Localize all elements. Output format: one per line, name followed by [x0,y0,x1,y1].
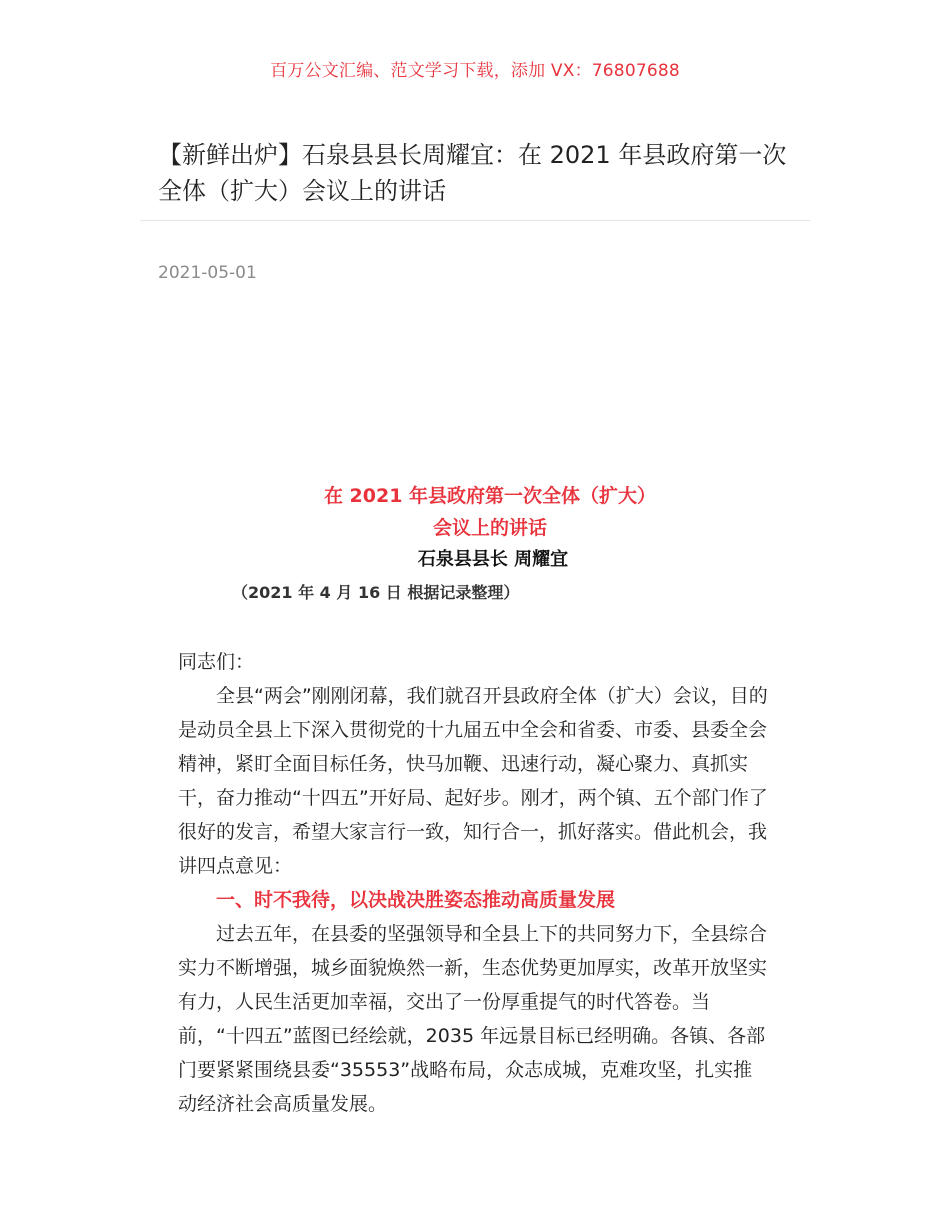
paragraph-review: 过去五年，在县委的坚强领导和全县上下的共同努力下，全县综合实力不断增强，城乡面貌焕然一新，生态优势更加厚实，改革开放坚实有力，人民生活更加幸福，交出了一份厚重提气的时代答卷。当前，“十四五”蓝图已经绘就，2035 年远景目标已经明确。各镇、各部门要紧紧围绕县委“35553”战略布局，众志成城，克难攻坚，扎实推动经济社会高质量发展。 [178,923,768,1115]
speaker-name: 石泉县县长 周耀宜 [417,549,569,570]
paragraph-opening: 全县“两会”刚刚闭幕，我们就召开县政府全体（扩大）会议，目的是动员全县上下深入贯彻党的十九届五中全会和省委、市委、县委全会精神，紧盯全面目标任务，快马加鞭、迅速行动，凝心聚力、真抓实干，奋力推动“十四五”开好局、起好步。刚才，两个镇、五个部门作了很好的发言，希望大家言行一致，知行合一，抓好落实。借此机会，我讲四点意见： [178,685,768,877]
record-note: （2021 年 4 月 16 日 根据记录整理） [232,583,520,602]
salutation: 同志们： [178,651,255,673]
download-banner: 百万公文汇编、范文学习下载，添加 VX：76807688 [270,61,680,81]
speech-title-line-1: 在 2021 年县政府第一次全体（扩大） [323,485,657,507]
article-title: 【新鲜出炉】石泉县县长周耀宜：在 2021 年县政府第一次全体（扩大）会议上的讲话 [158,141,787,205]
section-heading-1: 一、时不我待，以决战决胜姿态推动高质量发展 [216,889,616,911]
publish-date: 2021-05-01 [158,263,257,283]
title-divider [140,220,810,221]
speech-title-line-2: 会议上的讲话 [432,517,547,539]
speech-body [178,645,770,1121]
